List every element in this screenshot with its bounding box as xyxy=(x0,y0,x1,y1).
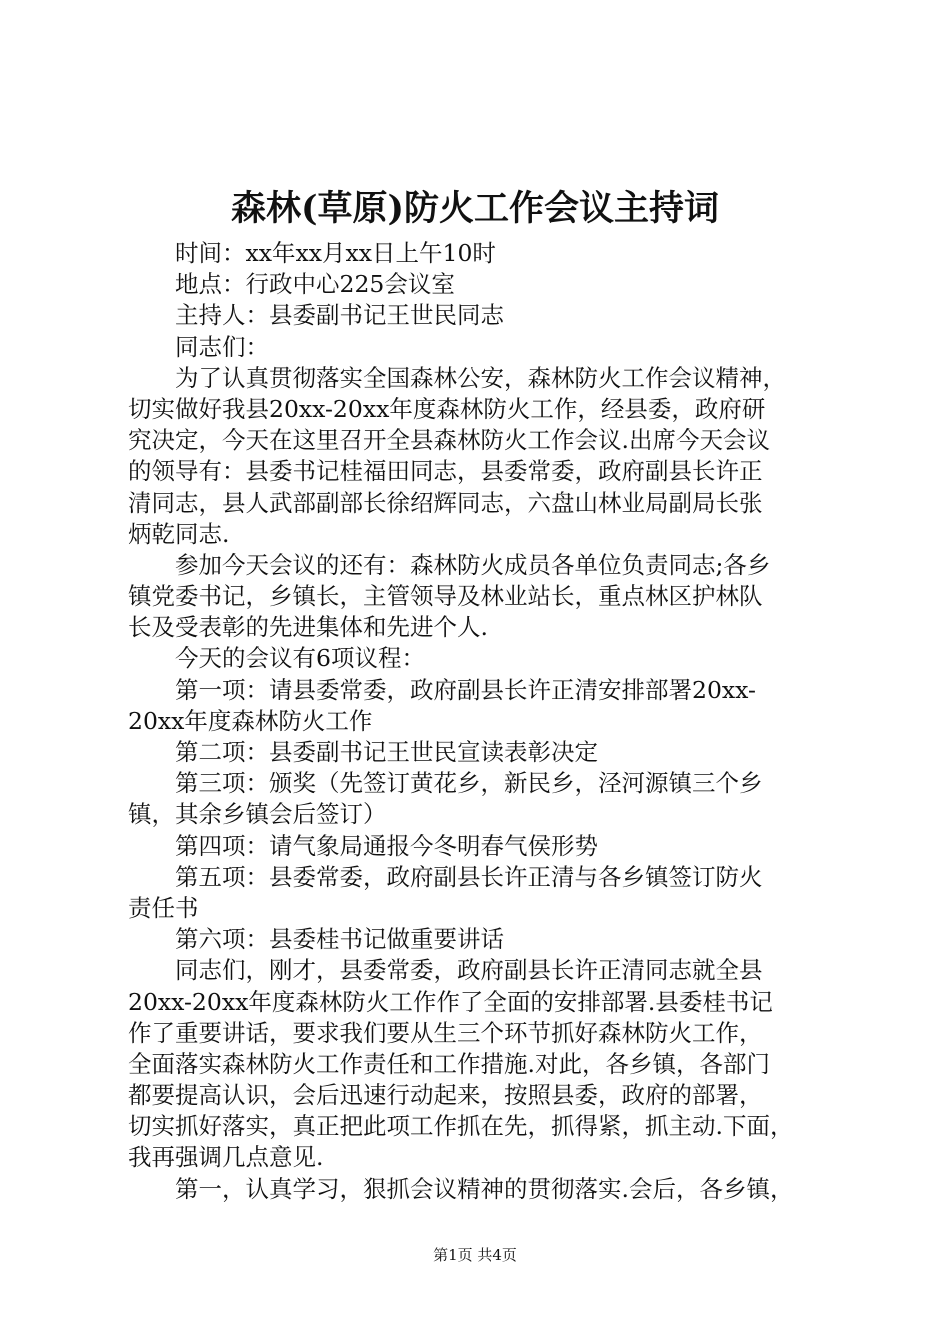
text-line: 镇党委书记，乡镇长，主管领导及林业站长，重点林区护林队 xyxy=(128,582,763,611)
text-line: 20xx-20xx年度森林防火工作作了全面的安排部署.县委桂书记 xyxy=(128,987,773,1016)
text-line: 20xx年度森林防火工作 xyxy=(128,706,373,735)
text-line: 地点：行政中心225会议室 xyxy=(128,270,455,299)
text-line: 清同志，县人武部副部长徐绍辉同志，六盘山林业局副局长张 xyxy=(128,488,763,517)
document-title: 森林(草原)防火工作会议主持词 xyxy=(230,188,720,229)
text-line: 今天的会议有6项议程： xyxy=(128,644,425,673)
text-line: 为了认真贯彻落实全国森林公安，森林防火工作会议精神， xyxy=(128,363,786,392)
text-line: 炳乾同志. xyxy=(128,519,230,548)
text-line: 主持人：县委副书记王世民同志 xyxy=(128,301,504,330)
text-line: 同志们，刚才，县委常委，政府副县长许正清同志就全县 xyxy=(128,956,763,985)
text-line: 都要提高认识，会后迅速行动起来，按照县委，政府的部署， xyxy=(128,1081,763,1110)
text-line: 第五项：县委常委，政府副县长许正清与各乡镇签订防火 xyxy=(128,862,763,891)
text-line: 责任书 xyxy=(128,893,199,922)
text-line: 的领导有：县委书记桂福田同志，县委常委，政府副县长许正 xyxy=(128,457,763,486)
text-line: 第四项：请气象局通报今冬明春气侯形势 xyxy=(128,831,598,860)
text-line: 长及受表彰的先进集体和先进个人. xyxy=(128,613,488,642)
text-line: 镇，其余乡镇会后签订） xyxy=(128,800,387,829)
text-line: 作了重要讲话，要求我们要从生三个环节抓好森林防火工作， xyxy=(128,1018,763,1047)
text-line: 切实做好我县20xx-20xx年度森林防火工作，经县委，政府研 xyxy=(128,394,766,423)
text-line: 第二项：县委副书记王世民宣读表彰决定 xyxy=(128,738,598,766)
page-footer: 第1页 共4页 xyxy=(433,1246,517,1264)
text-line: 第三项：颁奖（先签订黄花乡，新民乡，泾河源镇三个乡 xyxy=(128,769,763,798)
text-line: 切实抓好落实，真正把此项工作抓在先，抓得紧，抓主动.下面， xyxy=(128,1112,794,1141)
document-body xyxy=(128,238,840,1205)
text-line: 时间：xx年xx月xx日上午10时 xyxy=(128,239,496,267)
text-line: 参加今天会议的还有：森林防火成员各单位负责同志;各乡 xyxy=(128,550,771,579)
text-line: 同志们： xyxy=(128,332,269,361)
text-line: 第一项：请县委常委，政府副县长许正清安排部署20xx- xyxy=(128,675,756,704)
text-line: 全面落实森林防火工作责任和工作措施.对此，各乡镇，各部门 xyxy=(128,1049,770,1078)
text-line: 第一，认真学习，狠抓会议精神的贯彻落实.会后，各乡镇， xyxy=(128,1174,794,1203)
text-line: 第六项：县委桂书记做重要讲话 xyxy=(128,925,504,954)
text-line: 究决定，今天在这里召开全县森林防火工作会议.出席今天会议 xyxy=(128,426,770,455)
text-line: 我再强调几点意见. xyxy=(128,1143,324,1172)
